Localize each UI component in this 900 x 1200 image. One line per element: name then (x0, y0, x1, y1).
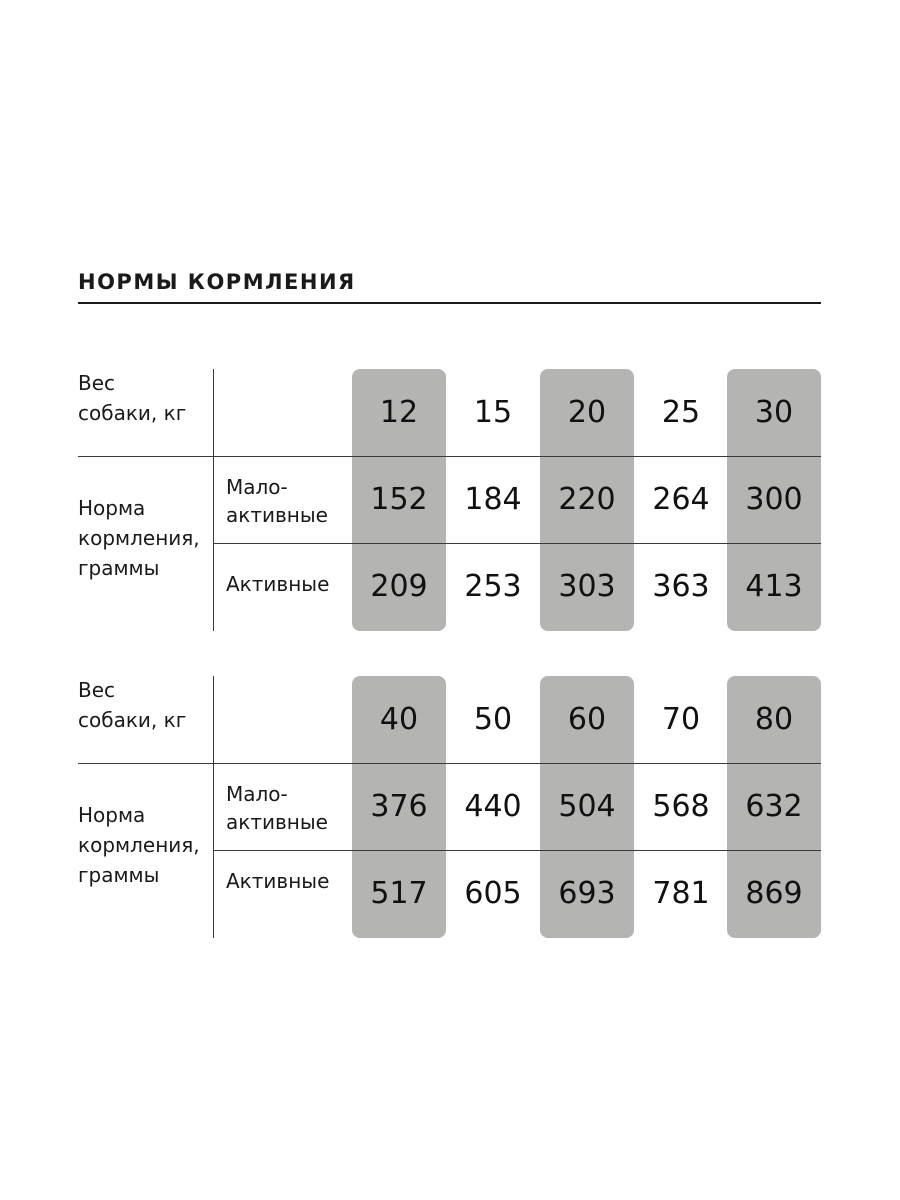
norm-label-line1: Норма (78, 803, 146, 827)
active-value: 209 (370, 569, 428, 604)
feeding-table-2 (0, 676, 900, 938)
weight-label-line2: собаки, кг (78, 401, 187, 425)
weight-value: 50 (473, 702, 513, 737)
column-divider (213, 676, 214, 938)
norm-label-line3: граммы (78, 556, 160, 580)
active-value: 253 (464, 569, 522, 604)
norm-label-line2: кормления, (78, 833, 200, 857)
low-active-value: 440 (464, 789, 522, 824)
row-divider (78, 456, 821, 457)
active-value: 605 (464, 876, 522, 911)
low-active-value: 264 (652, 482, 710, 517)
weight-value: 12 (379, 395, 419, 430)
feeding-table-1 (0, 369, 900, 631)
active-label: Активные (226, 572, 330, 596)
active-value: 413 (745, 569, 803, 604)
low-active-value: 220 (558, 482, 616, 517)
active-value: 303 (558, 569, 616, 604)
row-divider (214, 850, 821, 851)
low-active-value: 568 (652, 789, 710, 824)
weight-value: 40 (379, 702, 419, 737)
column-divider (213, 369, 214, 631)
weight-value: 30 (754, 395, 794, 430)
low-active-label-line2: активные (226, 503, 328, 527)
weight-label-line1: Вес (78, 371, 116, 395)
low-active-label-line2: активные (226, 810, 328, 834)
active-label: Активные (226, 869, 330, 893)
weight-value: 80 (754, 702, 794, 737)
active-value: 363 (652, 569, 710, 604)
active-value: 517 (370, 876, 428, 911)
low-active-value: 152 (370, 482, 428, 517)
low-active-value: 300 (745, 482, 803, 517)
title-divider (78, 302, 821, 304)
weight-value: 60 (567, 702, 607, 737)
row-divider (78, 763, 821, 764)
low-active-value: 632 (745, 789, 803, 824)
active-value: 693 (558, 876, 616, 911)
weight-value: 70 (661, 702, 701, 737)
active-value: 869 (745, 876, 803, 911)
weight-value: 25 (661, 395, 701, 430)
norm-label-line1: Норма (78, 496, 146, 520)
low-active-value: 504 (558, 789, 616, 824)
norm-label-line3: граммы (78, 863, 160, 887)
low-active-label-line1: Мало- (226, 475, 288, 499)
row-divider (214, 543, 821, 544)
norm-label-line2: кормления, (78, 526, 200, 550)
weight-label-line2: собаки, кг (78, 708, 187, 732)
page-title: НОРМЫ КОРМЛЕНИЯ (78, 270, 356, 294)
weight-value: 20 (567, 395, 607, 430)
active-value: 781 (652, 876, 710, 911)
low-active-value: 376 (370, 789, 428, 824)
low-active-value: 184 (464, 482, 522, 517)
low-active-label-line1: Мало- (226, 782, 288, 806)
weight-value: 15 (473, 395, 513, 430)
weight-label-line1: Вес (78, 678, 116, 702)
